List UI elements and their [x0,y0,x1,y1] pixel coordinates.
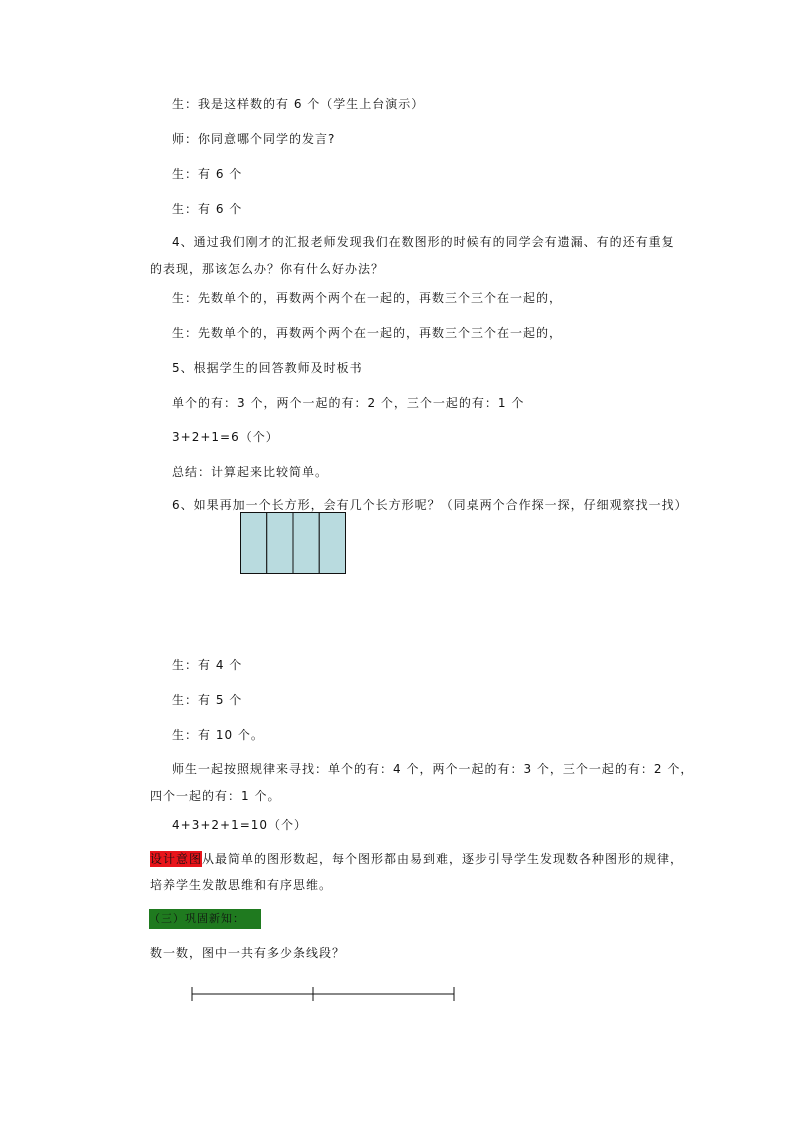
rectangle-1 [241,513,267,574]
line-student-answer-3: 生：有 4 个 [172,658,243,672]
rectangle-3 [293,513,319,574]
design-intent-text: 从最简单的图形数起，每个图形都由易到难，逐步引导学生发现数各种图形的规律，培养学生发散思维和有序思维。 [150,852,684,892]
paragraph-item-4: 4、通过我们刚才的汇报老师发现我们在数图形的时候有的同学会有遗漏、有的还有重复的表现，那该怎么办？你有什么好办法？ [150,235,675,276]
line-teacher-question: 师：你同意哪个同学的发言? [172,132,336,146]
line-equation-2: 4+3+2+1=10（个） [172,818,308,832]
line-student-demo: 生：我是这样数的有 6 个（学生上台演示） [172,97,425,111]
line-student-answer-4: 生：有 5 个 [172,693,243,707]
line-student-method-1: 生：先数单个的，再数两个两个在一起的，再数三个三个在一起的， [172,291,563,305]
line-segment-figure [188,985,458,1003]
paragraph-design-intent [150,846,685,898]
rectangle-2 [267,513,293,574]
paragraph-item-6: 6、如果再加一个长方形，会有几个长方形呢？（同桌两个合作探一探，仔细观察找一找） [172,498,688,512]
line-item-5: 5、根据学生的回答教师及时板书 [172,361,363,375]
four-rectangles-figure [240,512,346,574]
section-label-consolidate: （三）巩固新知： [149,909,261,929]
line-count-segments: 数一数，图中一共有多少条线段？ [150,946,346,960]
line-student-answer-2: 生：有 6 个 [172,202,243,216]
rectangle-4 [319,513,345,574]
line-student-answer-5: 生：有 10 个。 [172,728,264,742]
design-intent-label: 设计意图 [150,852,203,866]
line-student-method-2: 生：先数单个的，再数两个两个在一起的，再数三个三个在一起的， [172,326,563,340]
line-board-count: 单个的有：3 个，两个一起的有：2 个，三个一起的有：1 个 [172,396,525,410]
line-summary: 总结：计算起来比较简单。 [172,465,329,479]
paragraph-pattern: 师生一起按照规律来寻找：单个的有：4 个，两个一起的有：3 个，三个一起的有：2 个，四个一起的有：1 个。 [150,762,694,803]
line-equation-1: 3+2+1=6（个） [172,430,279,444]
line-student-answer-1: 生：有 6 个 [172,167,243,181]
